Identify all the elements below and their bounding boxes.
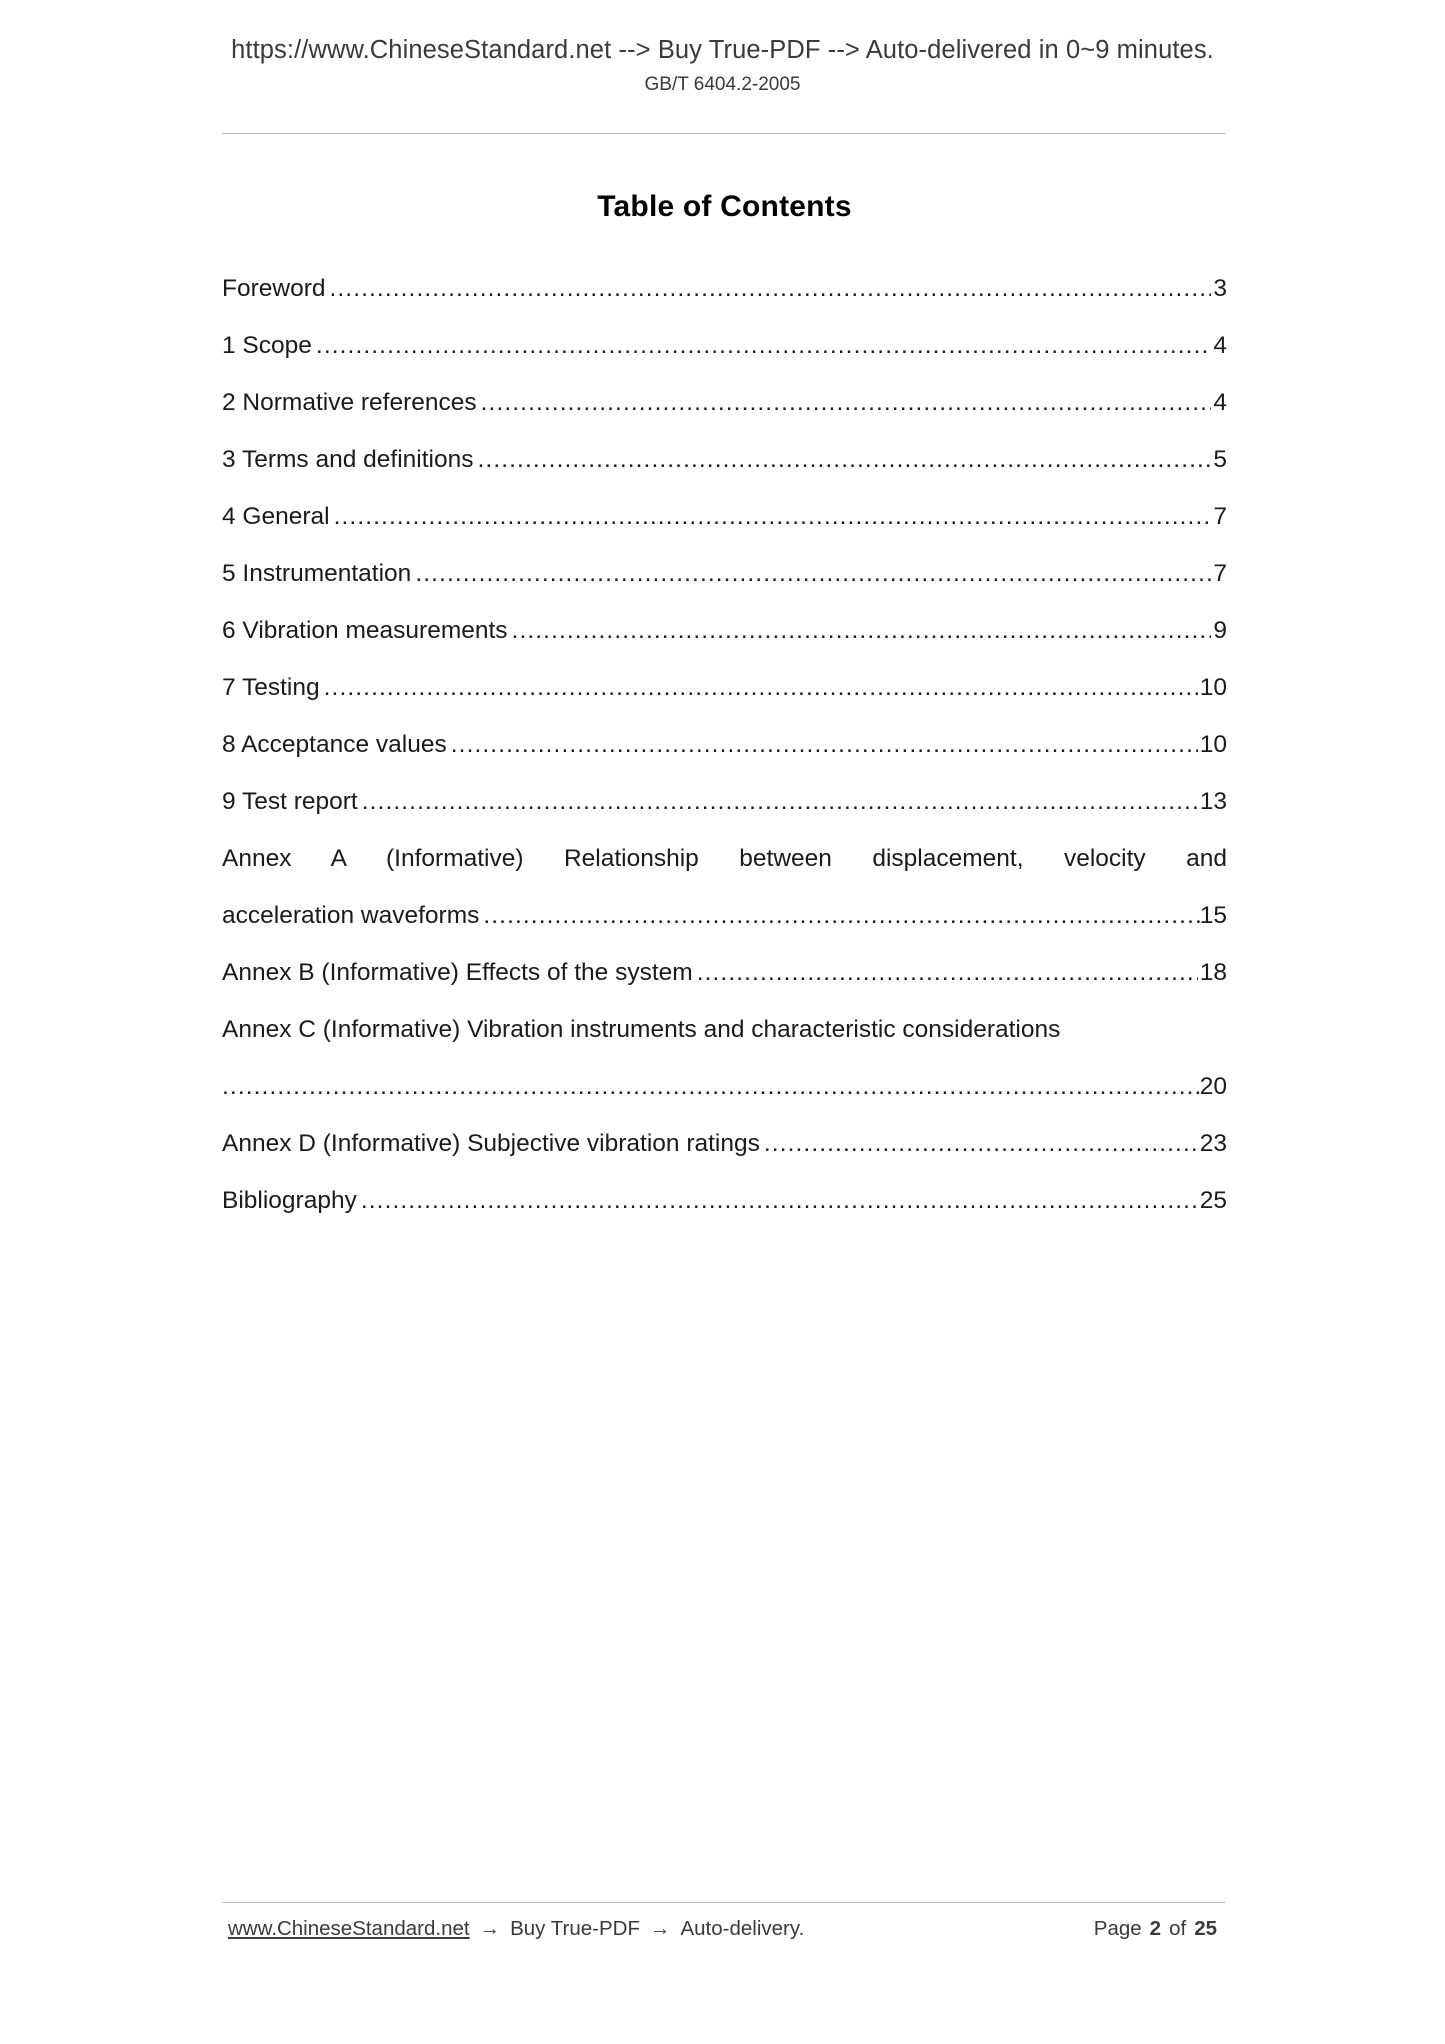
- header-standard-number: GB/T 6404.2-2005: [644, 74, 801, 95]
- toc-list: [222, 260, 1227, 1229]
- footer-of-word: of: [1169, 1917, 1187, 1940]
- toc-item-bibliography[interactable]: [222, 1172, 1227, 1229]
- toc-item-page: 4: [1213, 332, 1227, 359]
- toc-item-annex-d[interactable]: [222, 1115, 1227, 1172]
- toc-item-label: 8 Acceptance values: [222, 731, 447, 758]
- toc-leader-dots: [334, 488, 1212, 545]
- toc-leader-dots: [316, 317, 1211, 374]
- toc-item-normative-references[interactable]: [222, 374, 1227, 431]
- toc-item-page: 7: [1213, 503, 1227, 530]
- toc-leader-dots: [451, 716, 1198, 773]
- toc-item-label: Annex B (Informative) Effects of the system: [222, 959, 693, 986]
- toc-item-label: 3 Terms and definitions: [222, 446, 474, 473]
- toc-item-label: 1 Scope: [222, 332, 312, 359]
- toc-item-label: 5 Instrumentation: [222, 560, 412, 587]
- toc-item-page: 23: [1199, 1130, 1227, 1157]
- toc-leader-dots: [361, 1172, 1198, 1229]
- toc-item-vibration-measurements[interactable]: [222, 602, 1227, 659]
- toc-item-page: 4: [1213, 389, 1227, 416]
- toc-item-scope[interactable]: [222, 317, 1227, 374]
- footer-row: [222, 1917, 1225, 1941]
- footer-site-link[interactable]: www.ChineseStandard.net: [228, 1917, 470, 1940]
- header-divider: [222, 133, 1225, 134]
- toc-item-label: 4 General: [222, 503, 330, 530]
- footer-page-number: 2: [1149, 1917, 1162, 1940]
- toc-item-page: 9: [1213, 617, 1227, 644]
- toc-leader-dots: [478, 431, 1212, 488]
- toc-item-label: 7 Testing: [222, 674, 320, 701]
- toc-item-page: 20: [1199, 1073, 1227, 1100]
- footer-page-indicator: [1094, 1917, 1225, 1941]
- toc-item-test-report[interactable]: [222, 773, 1227, 830]
- toc-leader-dots: [697, 944, 1198, 1001]
- toc-item-general[interactable]: [222, 488, 1227, 545]
- toc-item-page: 10: [1199, 674, 1227, 701]
- toc-item-label: 6 Vibration measurements: [222, 617, 508, 644]
- toc-item-page: 15: [1199, 902, 1227, 929]
- page-footer: [222, 1902, 1225, 1941]
- toc-item-label: Bibliography: [222, 1187, 357, 1214]
- toc-leader-dots: [324, 659, 1198, 716]
- toc-item-annex-c[interactable]: [222, 1001, 1227, 1115]
- toc-item-label-line1: Annex C (Informative) Vibration instruments and characteristic considerations: [222, 1016, 1061, 1043]
- toc-item-testing[interactable]: [222, 659, 1227, 716]
- footer-buy-label: Buy True-PDF: [510, 1917, 640, 1940]
- toc-item-page: 5: [1213, 446, 1227, 473]
- toc-item-label: 2 Normative references: [222, 389, 477, 416]
- toc-item-instrumentation[interactable]: [222, 545, 1227, 602]
- header-url-line: https://www.ChineseStandard.net --> Buy True-PDF --> Auto-delivered in 0~9 minutes.: [231, 36, 1214, 64]
- toc-item-terms-and-definitions[interactable]: [222, 431, 1227, 488]
- toc-item-page: 25: [1199, 1187, 1227, 1214]
- toc-item-page: 3: [1213, 275, 1227, 302]
- toc-leader-dots: [512, 602, 1212, 659]
- arrow-right-icon: →: [479, 1917, 501, 1940]
- footer-total-pages: 25: [1194, 1917, 1217, 1940]
- toc-item-page: 10: [1199, 731, 1227, 758]
- footer-delivery-label: Auto-delivery.: [680, 1917, 805, 1940]
- toc-item-label-line1: Annex A (Informative) Relationship between displacement, velocity and: [222, 845, 1227, 872]
- page-title: Table of Contents: [597, 190, 852, 223]
- toc-item-annex-a[interactable]: [222, 830, 1227, 944]
- toc-item-label: Foreword: [222, 275, 326, 302]
- page-header: [0, 36, 1445, 96]
- toc-item-label: Annex D (Informative) Subjective vibration ratings: [222, 1130, 760, 1157]
- toc-item-acceptance-values[interactable]: [222, 716, 1227, 773]
- toc-leader-dots: [415, 545, 1211, 602]
- toc-item-page: 13: [1199, 788, 1227, 815]
- toc-item-foreword[interactable]: [222, 260, 1227, 317]
- footer-page-word: Page: [1093, 1917, 1142, 1940]
- toc-item-label-line2: acceleration waveforms: [222, 902, 480, 929]
- toc-item-page: 7: [1213, 560, 1227, 587]
- toc-leader-dots: [481, 374, 1212, 431]
- toc-item-label: 9 Test report: [222, 788, 358, 815]
- footer-divider: [222, 1902, 1225, 1903]
- toc-leader-dots: [764, 1115, 1198, 1172]
- arrow-right-icon: →: [649, 1917, 671, 1940]
- toc-content: [222, 190, 1227, 1229]
- toc-leader-dots: [483, 887, 1199, 944]
- toc-leader-dots: [329, 260, 1211, 317]
- footer-left-group: [222, 1917, 804, 1941]
- toc-item-page: 18: [1199, 959, 1227, 986]
- toc-leader-dots: [362, 773, 1198, 830]
- toc-item-annex-b[interactable]: [222, 944, 1227, 1001]
- toc-leader-dots: [222, 1058, 1200, 1115]
